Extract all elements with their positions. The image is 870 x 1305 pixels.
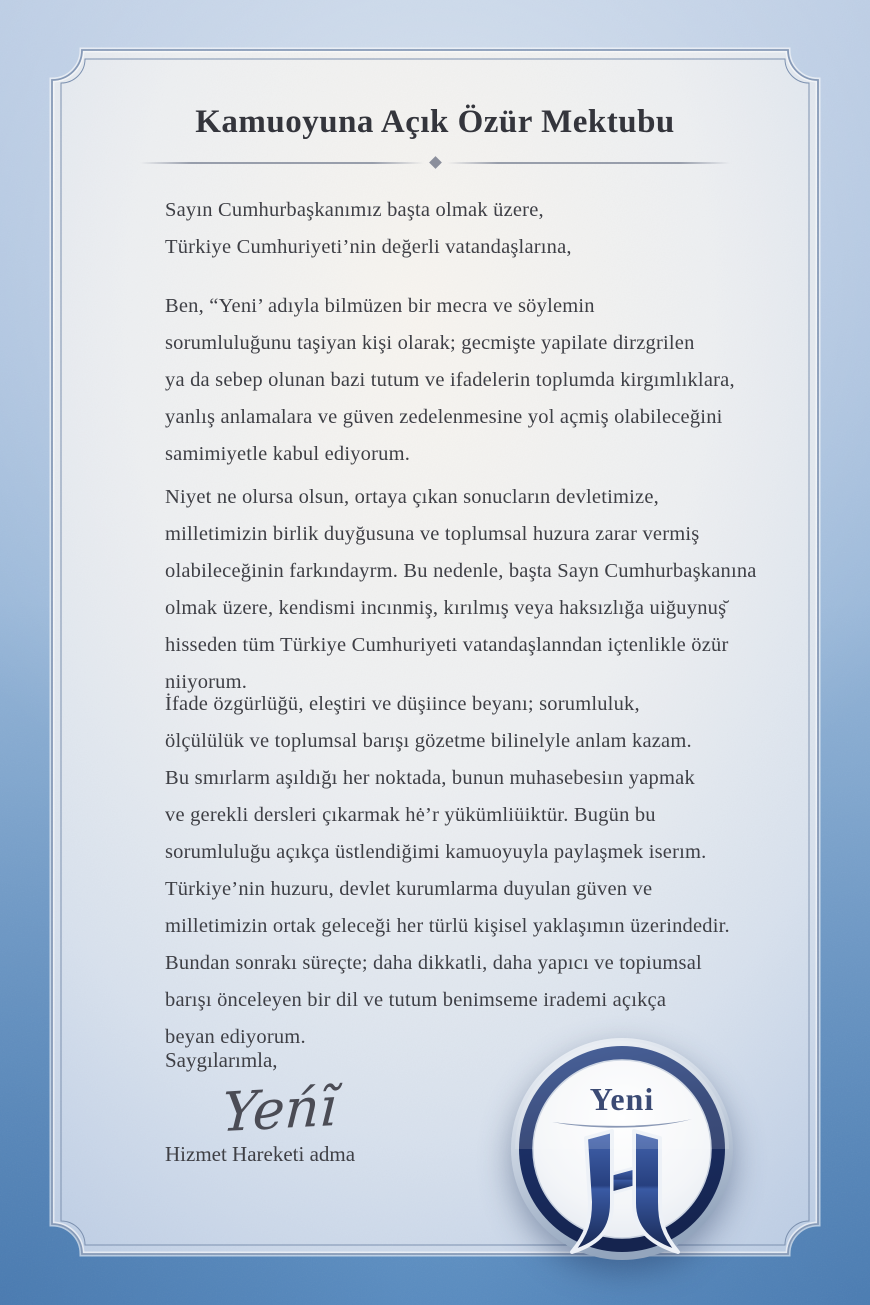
closing-salutation: Saygılarımla,: [165, 1048, 278, 1072]
salutation-line: Türkiye Cumhuriyeti’nin değerli vatandaşlarına,: [165, 236, 572, 258]
paragraph-1: [165, 288, 805, 473]
badge-seal: [508, 1035, 736, 1263]
body-line: olabileceğinin farkındayrm. Bu nedenle, başta Sayn Cumhurbaşkanına: [165, 560, 757, 582]
body-line: sorumluluğu açıkça üstlendiğimi kamuoyuyla paylaşmek iserım.: [165, 841, 707, 863]
body-line: Bundan sonrakı süreçte; daha dikkatli, daha yapıcı ve topiumsal: [165, 952, 702, 974]
body-line: milletimizin birlik duyğusuna ve toplumsal huzura zarar vermiş: [165, 523, 700, 545]
body-line: ölçülülük ve toplumsal barışı gözetme bilinelyle anlam kazam.: [165, 730, 692, 752]
page-title: Kamuoyuna Açık Özür Mektubu: [195, 104, 675, 140]
body-line: sorumluluğunu taşiyan kişi olarak; gecmişte yapilate dirzgrilen: [165, 332, 695, 354]
handwritten-signature: Yeńĩ: [220, 1074, 339, 1145]
organization-badge: [508, 1035, 736, 1263]
badge-top-text: Yeni: [589, 1081, 655, 1117]
body-line: olmak üzere, kendismi incınmiş, kırılmış veya haksızlığa uiğuynuş̆: [165, 597, 727, 619]
badge-gloss-highlight: [515, 1041, 729, 1149]
body-line: Türkiye’nin huzuru, devlet kurumlarma duyulan güven ve: [165, 878, 653, 900]
divider-diamond-icon: [429, 156, 442, 169]
divider-rule-right: [447, 162, 731, 164]
body-line: Bu smırlarm aşıldığı her noktada, bunun muhasebesiın yapmak: [165, 767, 695, 789]
body-line: hisseden tüm Türkiye Cumhuriyeti vatandaşlanndan içtenlikle özür: [165, 634, 729, 656]
paragraph-2: [165, 479, 805, 701]
salutation: [165, 192, 805, 266]
body-line: ya da sebep olunan bazi tutum ve ifadelerin toplumda kirgımlıklara,: [165, 369, 735, 391]
body-line: Niyet ne olursa olsun, ortaya çıkan sonucların devletimize,: [165, 486, 659, 508]
salutation-line: Sayın Cumhurbaşkanımız başta olmak üzere,: [165, 199, 544, 221]
body-line: yanlış anlamalara ve güven zedelenmesine yol açmiş olabileceğini: [165, 406, 723, 428]
title-divider: [140, 158, 730, 167]
body-line: ve gerekli dersleri çıkarmak hė’r yükümliüiktür. Bugün bu: [165, 804, 656, 826]
body-line: niiyorum.: [165, 671, 248, 693]
body-line: milletimizin ortak geleceği her türlü kişisel yaklaşımın üzerindedir.: [165, 915, 730, 937]
body-line: barışı önceleyen bir dil ve tutum benimseme irademi açıkça: [165, 989, 667, 1011]
paragraph-4: [165, 871, 805, 1056]
signature-name: Hizmet Hareketi adma: [165, 1142, 356, 1166]
body-line: Ben, “Yeni’ adıyla bilmüzen bir mecra ve söylemin: [165, 295, 595, 317]
body-line: İfade özgürlüğü, eleştiri ve düşiince beyanı; sorumluluk,: [165, 693, 640, 715]
body-line: beyan ediyorum.: [165, 1026, 306, 1048]
divider-rule-left: [140, 162, 424, 164]
body-line: samimiyetle kabul ediyorum.: [165, 443, 411, 465]
paragraph-3: [165, 686, 805, 871]
